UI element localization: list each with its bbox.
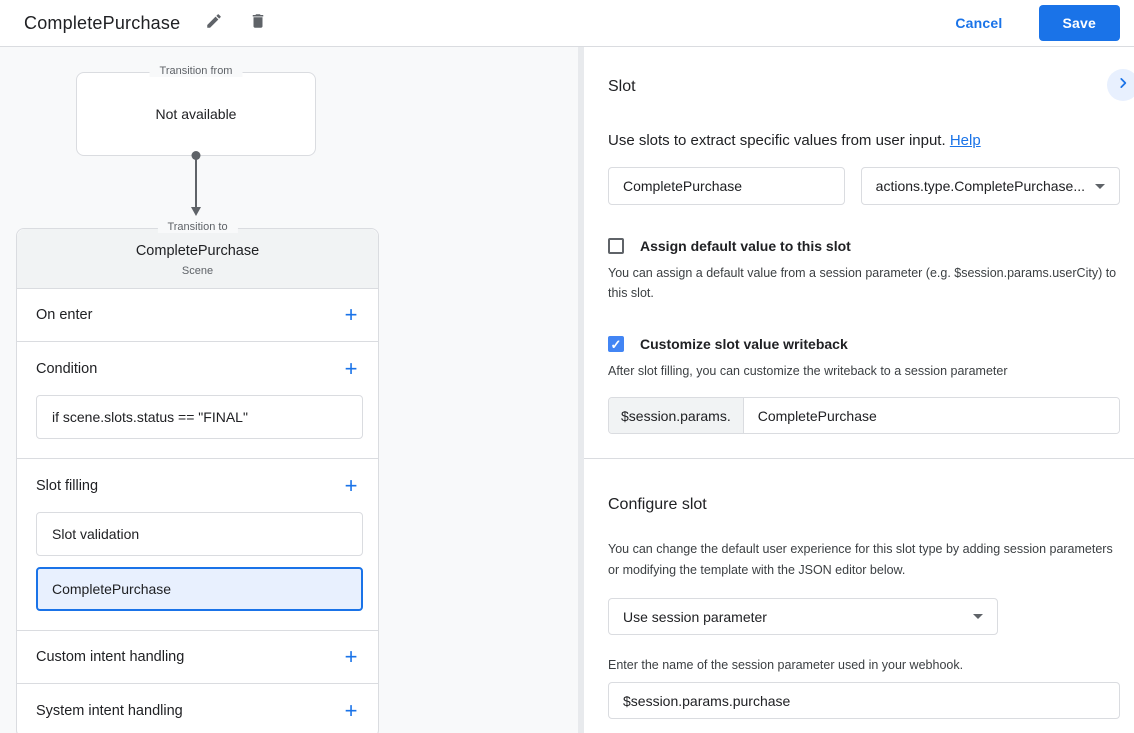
- assign-default-label: Assign default value to this slot: [640, 238, 851, 254]
- on-enter-row: [17, 289, 378, 342]
- assign-default-checkbox[interactable]: [608, 238, 624, 254]
- slot-config-dropdown[interactable]: [608, 598, 998, 635]
- on-enter-label: On enter: [36, 307, 93, 323]
- transition-to-label: Transition to: [157, 221, 237, 233]
- scene-card: [16, 221, 379, 733]
- section-divider: [584, 458, 1134, 459]
- delete-scene-button[interactable]: [248, 13, 268, 33]
- scene-type-label: Scene: [181, 265, 214, 277]
- writeback-checkbox[interactable]: [608, 336, 624, 352]
- slot-intro-text: [608, 132, 1120, 149]
- configure-slot-title: Configure slot: [608, 496, 707, 513]
- collapse-panel-button[interactable]: [1107, 69, 1134, 101]
- session-params-prefix: $session.params.: [609, 398, 744, 433]
- arrow-down-icon: [191, 207, 201, 216]
- system-intent-row: [17, 684, 378, 733]
- slot-item-completepurchase[interactable]: CompletePurchase: [36, 567, 363, 611]
- page-title: CompletePurchase: [24, 12, 181, 33]
- add-on-enter-icon[interactable]: +: [344, 302, 358, 327]
- slot-type-dropdown[interactable]: [861, 167, 1120, 205]
- help-link[interactable]: Help: [949, 132, 981, 149]
- writeback-label: Customize slot value writeback: [640, 336, 848, 352]
- writeback-description: After slot filling, you can customize the writeback to a session parameter: [608, 364, 1008, 378]
- transition-from-box: [76, 65, 316, 156]
- dropdown-caret-icon: [973, 614, 983, 619]
- slot-name-input[interactable]: [608, 167, 845, 205]
- add-condition-icon[interactable]: +: [344, 356, 358, 381]
- save-button[interactable]: Save: [1039, 5, 1121, 41]
- scene-card-header: [17, 229, 378, 289]
- add-system-intent-icon[interactable]: +: [344, 697, 358, 723]
- condition-item[interactable]: if scene.slots.status == "FINAL": [36, 395, 363, 439]
- system-intent-label: System intent handling: [36, 702, 183, 719]
- chevron-right-icon: [1116, 76, 1130, 95]
- panel-title: Slot: [608, 78, 636, 95]
- edit-title-button[interactable]: [204, 13, 224, 33]
- dropdown-caret-icon: [1095, 184, 1105, 189]
- condition-label: Condition: [36, 361, 98, 377]
- transition-connector: [76, 156, 316, 228]
- writeback-param-field: [608, 397, 1120, 434]
- slot-editor-panel: [584, 47, 1134, 733]
- intro-text: Use slots to extract specific values from user input.: [608, 132, 946, 149]
- slot-item-validation[interactable]: Slot validation: [36, 512, 363, 556]
- scene-name: CompletePurchase: [135, 243, 260, 259]
- scene-canvas: [0, 47, 578, 733]
- writeback-param-input[interactable]: [744, 398, 1119, 433]
- session-param-hint: Enter the name of the session parameter used in your webhook.: [608, 658, 964, 673]
- slot-type-value: actions.type.CompletePurchase...: [875, 178, 1085, 194]
- configure-slot-description: You can change the default user experience for this slot type by adding session parameters or modifying the template with the JSON editor below.: [608, 542, 1113, 577]
- add-custom-intent-icon[interactable]: +: [344, 644, 358, 669]
- cancel-button[interactable]: Cancel: [955, 15, 1003, 31]
- condition-section: [17, 342, 378, 459]
- transition-from-label: Transition from: [150, 65, 243, 77]
- slot-filling-section: [17, 459, 378, 631]
- assign-default-description: You can assign a default value from a session parameter (e.g. $session.params.userCity) to this slot.: [608, 266, 1117, 300]
- session-param-input[interactable]: [608, 682, 1120, 719]
- custom-intent-row: [17, 631, 378, 684]
- custom-intent-label: Custom intent handling: [36, 649, 185, 665]
- top-bar: [0, 0, 1134, 47]
- transition-from-value: Not available: [155, 106, 237, 122]
- add-slot-icon[interactable]: +: [344, 473, 358, 498]
- slot-filling-label: Slot filling: [36, 478, 99, 494]
- checkmark-icon: ✓: [610, 336, 622, 352]
- connector-line: [195, 159, 197, 207]
- slot-config-value: Use session parameter: [623, 608, 767, 625]
- trash-icon: [249, 12, 267, 35]
- pencil-icon: [205, 12, 223, 35]
